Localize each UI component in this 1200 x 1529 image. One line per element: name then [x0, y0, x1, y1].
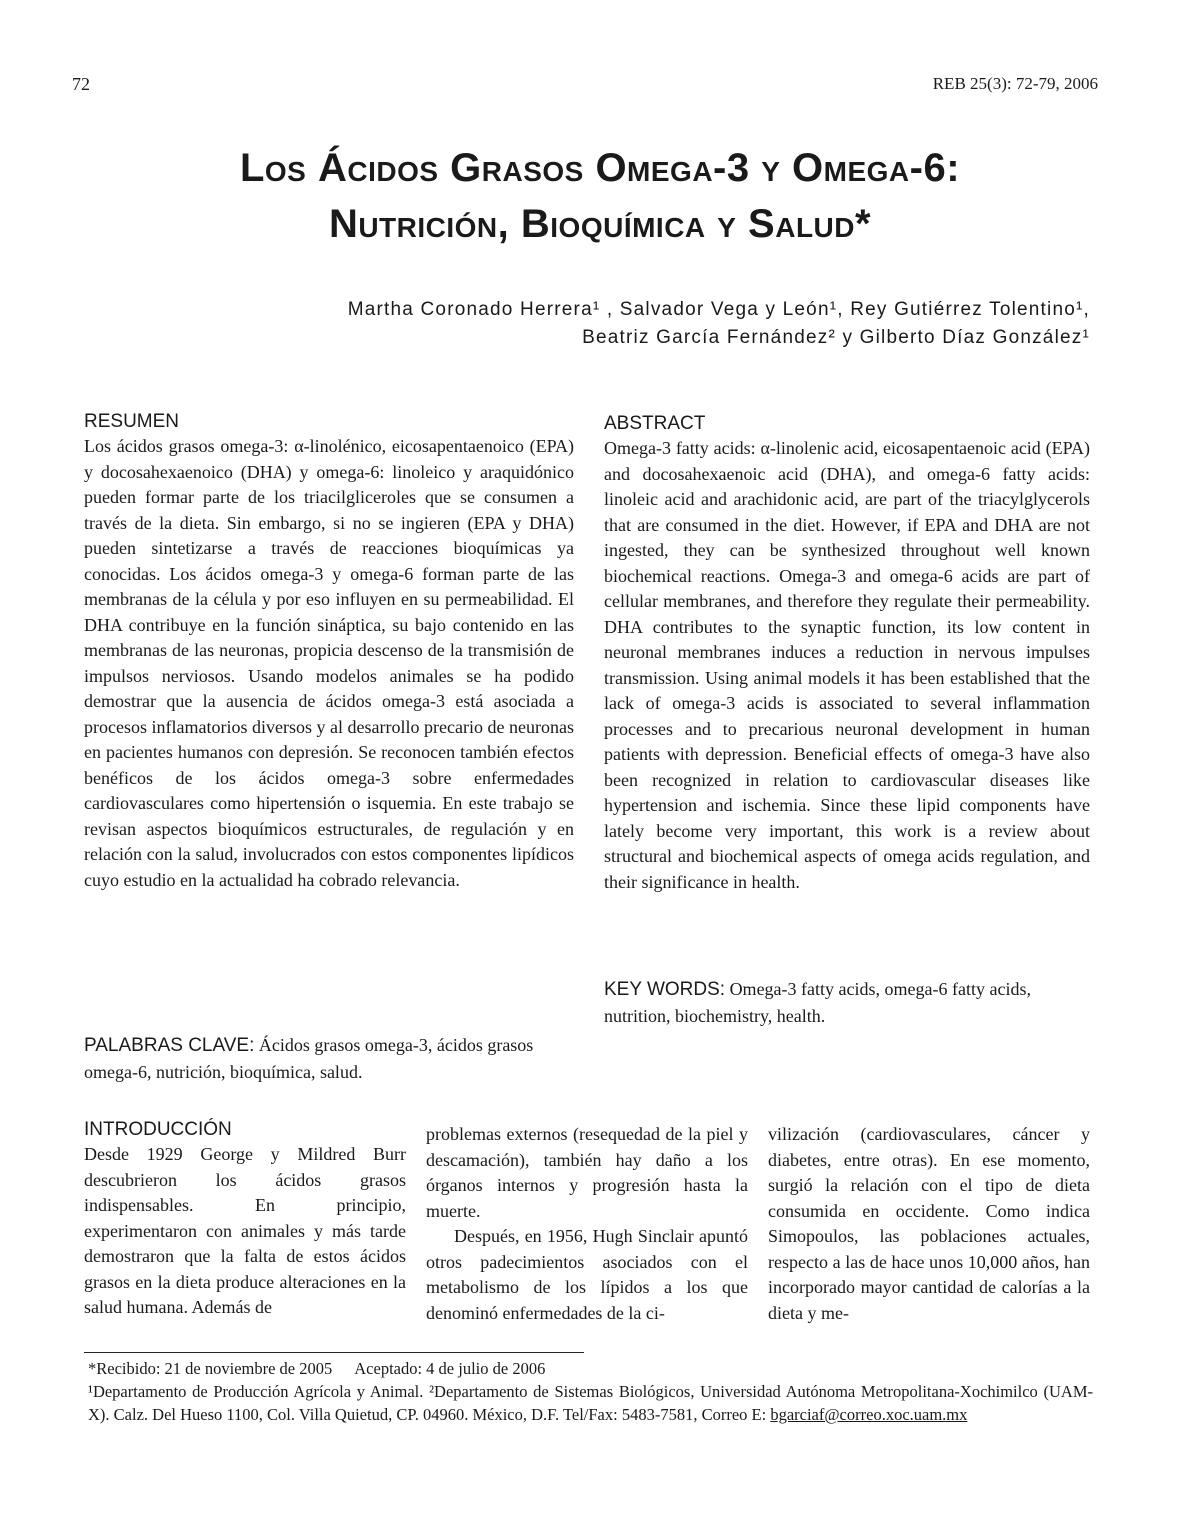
introduccion-column-2	[426, 1122, 748, 1326]
resumen-text: Los ácidos grasos omega-3: α-linolénico, eicosapentaenoico (EPA) y docosahexaenoico (DHA) y omega-6: linoleico y araquidónico pueden formar parte de los triacilgliceroles que se consumen a través de la dieta. Sin embargo, si no se ingieren (EPA y DHA) pueden sintetizarse a través de reacciones bioquímicas ya conocidas. Los ácidos omega-3 y omega-6 forman parte de las membranas de la célula y por eso influyen en su permeabilidad. El DHA contribuye en la función sináptica, su bajo contenido en las membranas de las neuronas, propicia descenso de la transmisión de impulsos nerviosos. Usando modelos animales se ha podido demostrar que la ausencia de ácidos omega-3 está asociada a procesos inflamatorios diversos y al desarrollo precario de neuronas en pacientes humanos con depresión. Se reconocen también efectos benéficos de los ácidos omega-3 sobre enfermedades cardiovasculares como hipertensión o isquemia. En este trabajo se revisan aspectos bioquímicos estructurales, de regulación y en relación con la salud, involucrados con estos componentes lipídicos cuyo estudio en la actualidad ha cobrado relevancia.	[84, 436, 574, 890]
affiliations-text: ¹Departamento de Producción Agrícola y Animal. ²Departamento de Sistemas Biológicos, Universidad Autónoma Metropolitana-Xochimilco (UAM-X). Calz. Del Hueso 1100, Col. Villa Quietud, CP. 04960. México, D.F. Tel/Fax: 5483-7581, Correo E:	[88, 1382, 1093, 1424]
palabras-clave-text: Ácidos grasos omega-3, ácidos grasos omega-6, nutrición, bioquímica, salud.	[84, 1035, 534, 1082]
title-line-1: Los Ácidos Grasos Omega-3 y Omega-6:	[239, 146, 961, 190]
title-line-2: Nutrición, Bioquímica y Salud*	[328, 202, 872, 246]
journal-reference: REB 25(3): 72-79, 2006	[932, 74, 1098, 93]
introduccion-paragraph: Después, en 1956, Hugh Sinclair apuntó otros padecimientos asociados con el metabolismo de los lípidos a los que denominó enfermedades de la ci-	[426, 1226, 748, 1323]
email-link[interactable]: bgarciaf@correo.xoc.uam.mx	[770, 1405, 968, 1424]
introduccion-column-1	[84, 1118, 406, 1321]
accepted-date: Aceptado: 4 de julio de 2006	[354, 1359, 546, 1378]
palabras-clave	[84, 1032, 564, 1085]
dates-line	[88, 1357, 1093, 1380]
key-words-label: KEY WORDS:	[604, 979, 726, 1000]
authors-line-1: Martha Coronado Herrera¹ , Salvador Vega y León¹, Rey Gutiérrez Tolentino¹,	[347, 299, 1090, 320]
introduccion-paragraph: problemas externos (resequedad de la piel y descamación), también hay daño a los órganos internos y progresión hasta la muerte.	[426, 1124, 748, 1221]
key-words-text: Omega-3 fatty acids, omega-6 fatty acids, nutrition, biochemistry, health.	[604, 979, 1031, 1026]
resumen-section	[84, 410, 574, 893]
introduccion-column-3: vilización (cardiovasculares, cáncer y diabetes, entre otras). En ese momento, surgió la relación con el tipo de dieta consumida en occidente. Como indica Simopoulos, las poblaciones actuales, respecto a las de hace unos 10,000 años, han incorporado mayor cantidad de calorías a la dieta y me-	[768, 1124, 1090, 1323]
authors-line-2: Beatriz García Fernández² y Gilberto Díaz González¹	[582, 327, 1090, 348]
footnotes	[88, 1357, 1093, 1426]
key-words	[604, 976, 1090, 1029]
abstract-section	[604, 412, 1090, 895]
introduccion-heading: INTRODUCCIÓN	[84, 1119, 232, 1140]
received-date: *Recibido: 21 de noviembre de 2005	[88, 1359, 333, 1378]
palabras-clave-label: PALABRAS CLAVE:	[84, 1035, 255, 1056]
introduccion-text-1: Desde 1929 George y Mildred Burr descubrieron los ácidos grasos indispensables. En principio, experimentaron con animales y más tarde demostraron que la falta de estos ácidos grasos en la dieta produce alteraciones en la salud humana. Además de	[84, 1144, 406, 1317]
affiliations	[88, 1380, 1093, 1426]
resumen-heading: RESUMEN	[84, 411, 180, 432]
footnote-divider	[84, 1352, 584, 1353]
abstract-heading: ABSTRACT	[604, 413, 706, 434]
article-title	[0, 140, 1200, 252]
abstract-text: Omega-3 fatty acids: α-linolenic acid, eicosapentaenoic acid (EPA) and docosahexaenoic acid (DHA), and omega-6 fatty acids: linoleic acid and arachidonic acid, are part of the triacylglycerols that are consumed in the diet. However, if EPA and DHA are not ingested, they can be synthesized throughout well known biochemical reactions. Omega-3 and omega-6 acids are part of cellular membranes, and therefore they regulate their permeability. DHA contributes to the synaptic function, its low content in neuronal membranes induces a reduction in nervous impulses transmission. Using animal models it has been established that the lack of omega-3 acids is associated to several inflammation processes and to precarious neuronal development in human patients with depression. Beneficial effects of omega-3 have also been recognized in relation to cardiovascular diseases like hypertension and ischemia. Since these lipid components have lately become very important, this work is a review about structural and biochemical aspects of omega acids regulation, and their significance in health.	[604, 438, 1090, 892]
page-number: 72	[72, 74, 90, 94]
authors	[348, 296, 1090, 352]
